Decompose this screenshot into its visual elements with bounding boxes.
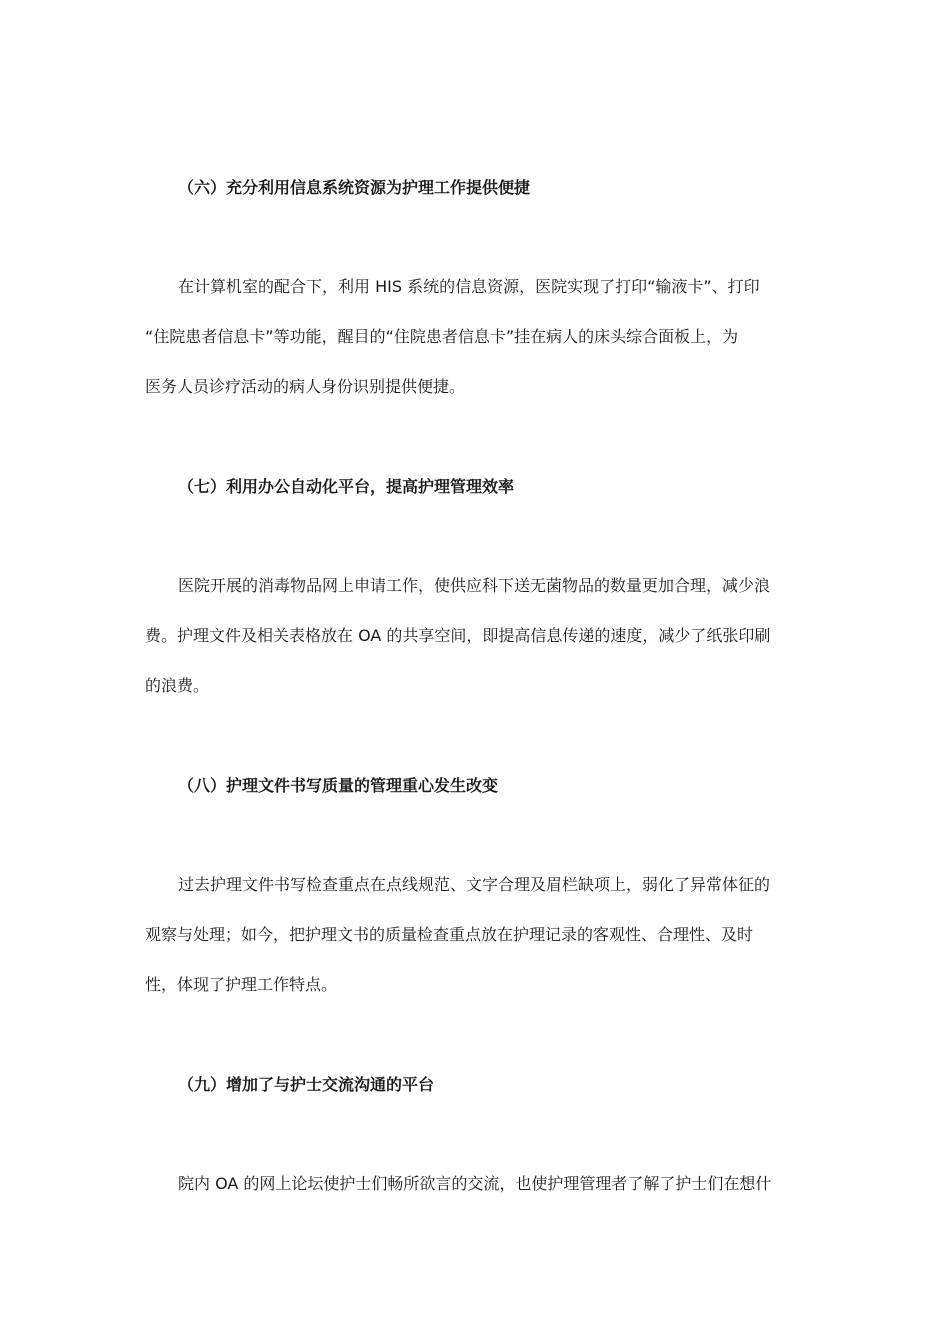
paragraph-line: 的浪费。 [145,676,210,695]
paragraph-line: 过去护理文件书写检查重点在点线规范、文字合理及眉栏缺项上，弱化了异常体征的 [178,875,771,894]
section-heading-8: （八）护理文件书写质量的管理重心发生改变 [178,776,499,795]
section-paragraph-8 [145,860,805,1010]
paragraph-line: 观察与处理；如今，把护理文书的质量检查重点放在护理记录的客观性、合理性、及时 [145,925,754,944]
section-heading-7: （七）利用办公自动化平台，提高护理管理效率 [178,477,515,496]
paragraph-line: 医院开展的消毒物品网上申请工作，使供应科下送无菌物品的数量更加合理，减少浪 [178,576,771,595]
paragraph-line: 在计算机室的配合下，利用 HIS 系统的信息资源，医院实现了打印“输液卡”、打印 [178,277,760,296]
section-paragraph-6 [145,262,805,412]
paragraph-line: “住院患者信息卡”等功能，醒目的“住院患者信息卡”挂在病人的床头综合面板上，为 [145,327,739,346]
section-paragraph-7 [145,561,805,711]
paragraph-line: 性，体现了护理工作特点。 [145,975,338,994]
paragraph-line: 医务人员诊疗活动的病人身份识别提供便捷。 [145,377,466,396]
section-paragraph-9 [145,1159,805,1209]
paragraph-line: 费。护理文件及相关表格放在 OA 的共享空间，即提高信息传递的速度，减少了纸张印刷 [145,626,771,645]
section-heading-6: （六）充分利用信息系统资源为护理工作提供便捷 [178,178,531,197]
paragraph-line: 院内 OA 的网上论坛使护士们畅所欲言的交流，也使护理管理者了解了护士们在想什 [178,1174,772,1193]
section-heading-9: （九）增加了与护士交流沟通的平台 [178,1075,435,1094]
